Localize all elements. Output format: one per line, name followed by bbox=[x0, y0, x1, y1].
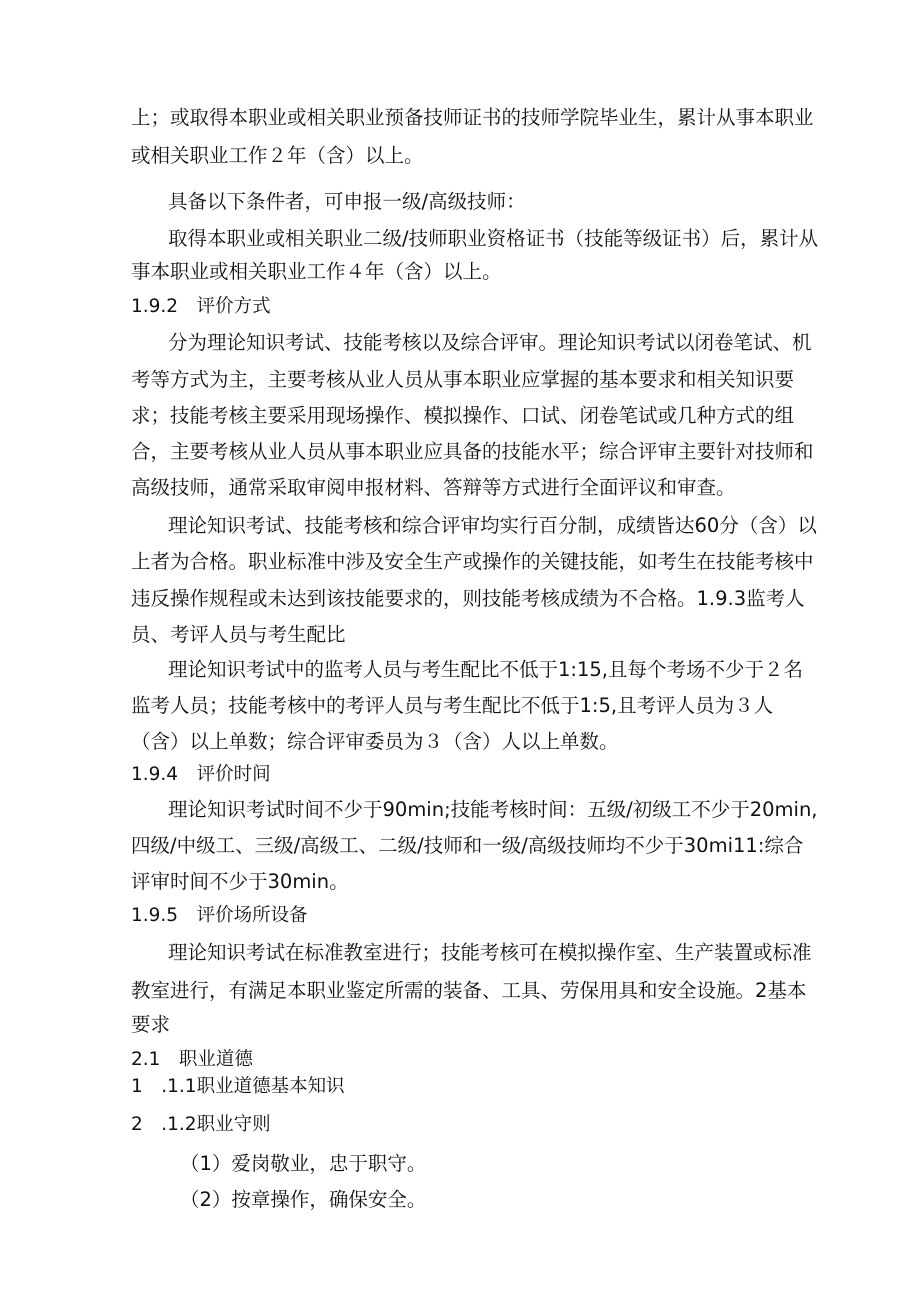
paragraph-line: 或相关职业工作２年（含）以上。 bbox=[131, 144, 424, 167]
list-item: （1）爱岗敬业，忠于职守。 bbox=[180, 1152, 427, 1175]
paragraph-line: 分为理论知识考试、技能考核以及综合评审。理论知识考试以闭卷笔试、机 bbox=[168, 331, 812, 354]
paragraph-line: 教室进行，有满足本职业鉴定所需的装备、工具、劳保用具和安全设施。2基本 bbox=[131, 979, 807, 1002]
paragraph-line: 理论知识考试、技能考核和综合评审均实行百分制，成绩皆达60分（含）以 bbox=[168, 514, 817, 537]
list-item: （2）按章操作，确保安全。 bbox=[180, 1188, 427, 1211]
paragraph-line: 理论知识考试中的监考人员与考生配比不低于1:15,且每个考场不少于２名 bbox=[168, 658, 803, 681]
paragraph-line: 评审时间不少于30min。 bbox=[131, 870, 349, 893]
paragraph-line: 员、考评人员与考生配比 bbox=[131, 623, 346, 646]
section-heading-1-9-5: 1.9.5 评价场所设备 bbox=[131, 905, 308, 926]
paragraph-line: 要求 bbox=[131, 1013, 171, 1036]
subsection-heading: 2 .1.2职业守则 bbox=[131, 1114, 271, 1135]
paragraph-line: 考等方式为主，主要考核从业人员从事本职业应掌握的基本要求和相关知识要 bbox=[131, 368, 795, 391]
paragraph-line: 上者为合格。职业标准中涉及安全生产或操作的关键技能，如考生在技能考核中 bbox=[131, 550, 814, 573]
paragraph-line: 理论知识考试在标准教室进行；技能考核可在模拟操作室、生产装置或标准 bbox=[168, 941, 812, 964]
paragraph-line: 监考人员；技能考核中的考评人员与考生配比不低于1:5,且考评人员为３人 bbox=[131, 694, 774, 717]
paragraph-line: 高级技师，通常采取审阅申报材料、答辩等方式进行全面评议和审查。 bbox=[131, 476, 736, 499]
paragraph-line: 取得本职业或相关职业二级/技师职业资格证书（技能等级证书）后，累计从 bbox=[168, 227, 819, 250]
paragraph-line: 合，主要考核从业人员从事本职业应具备的技能水平；综合评审主要针对技师和 bbox=[131, 440, 814, 463]
section-heading-2-1: 2.1 职业道德 bbox=[131, 1049, 253, 1070]
paragraph-line: 求；技能考核主要采用现场操作、模拟操作、口试、闭卷笔试或几种方式的组 bbox=[131, 404, 795, 427]
paragraph-line: 四级/中级工、三级/高级工、二级/技师和一级/高级技师均不少于30mi11:综合 bbox=[131, 834, 804, 857]
subsection-heading: 1 .1.1职业道德基本知识 bbox=[131, 1076, 345, 1097]
section-heading-1-9-2: 1.9.2 评价方式 bbox=[131, 296, 271, 317]
paragraph-line: 具备以下条件者，可申报一级/高级技师： bbox=[168, 190, 526, 213]
paragraph-line: 上；或取得本职业或相关职业预备技师证书的技师学院毕业生，累计从事本职业 bbox=[131, 106, 814, 129]
section-heading-1-9-4: 1.9.4 评价时间 bbox=[131, 764, 271, 785]
paragraph-line: 事本职业或相关职业工作４年（含）以上。 bbox=[131, 260, 502, 283]
paragraph-line: （含）以上单数；综合评审委员为３（含）人以上单数。 bbox=[131, 730, 619, 753]
paragraph-line: 违反操作规程或未达到该技能要求的，则技能考核成绩为不合格。1.9.3监考人 bbox=[131, 587, 805, 610]
paragraph-line: 理论知识考试时间不少于90min;技能考核时间：五级/初级工不少于20min, bbox=[168, 798, 818, 821]
